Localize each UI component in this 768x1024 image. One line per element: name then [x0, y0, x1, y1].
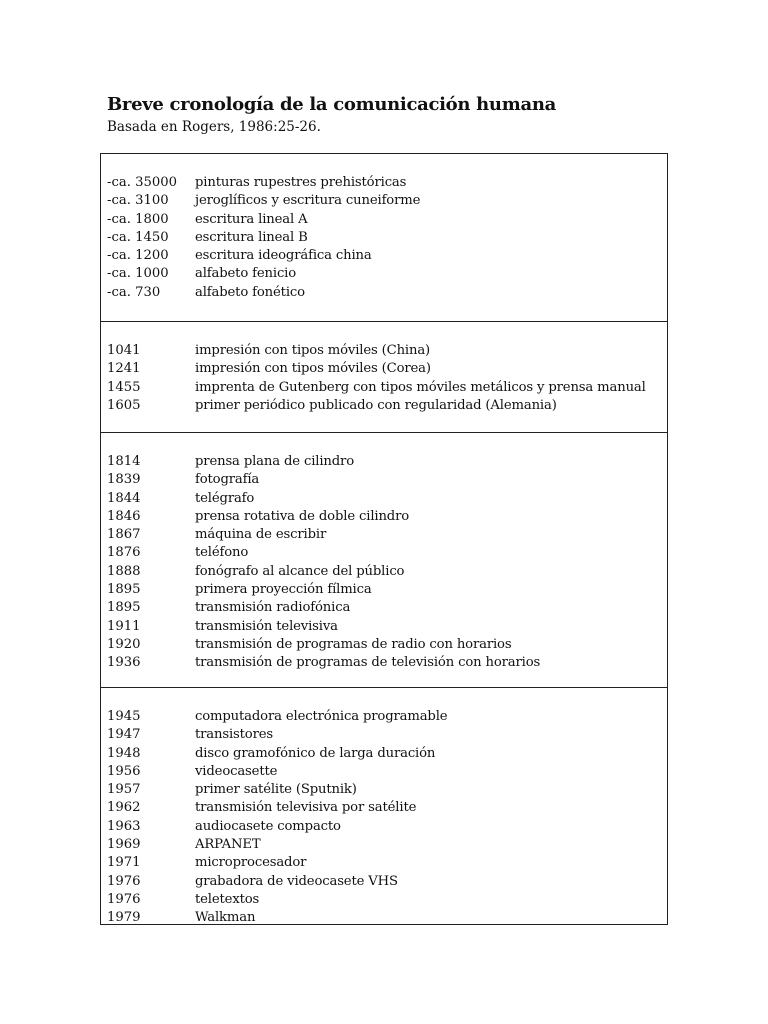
entry-event: primer periódico publicado con regularidad (Alemania)	[195, 397, 557, 413]
entry-event: jeroglíficos y escritura cuneiforme	[195, 193, 421, 209]
entry-event: imprenta de Gutenberg con tipos móviles metálicos y prensa manual	[195, 379, 646, 395]
entry-event: teléfono	[195, 545, 249, 561]
timeline-entries	[101, 708, 667, 928]
entry-event: teletextos	[195, 891, 260, 907]
timeline-entry	[101, 799, 667, 817]
timeline-entry	[101, 873, 667, 891]
entry-event: pinturas rupestres prehistóricas	[195, 175, 407, 190]
entry-event: transmisión de programas de radio con horarios	[195, 636, 512, 652]
entry-event: telégrafo	[195, 490, 255, 506]
timeline-entry	[101, 654, 667, 672]
entry-year: 1969	[107, 837, 141, 853]
entry-year: 1241	[107, 361, 141, 377]
entry-event: transmisión televisiva por satélite	[195, 800, 417, 816]
timeline-entry	[101, 247, 667, 265]
entry-event: transmisión televisiva	[195, 618, 338, 634]
entry-year: -ca. 35000	[107, 175, 178, 190]
entry-year: 1979	[107, 910, 141, 926]
timeline-entry	[101, 284, 667, 302]
timeline-entry	[101, 836, 667, 854]
timeline-entry	[101, 360, 667, 378]
timeline-entry	[101, 599, 667, 617]
entry-event: transmisión de programas de televisión con horarios	[195, 655, 541, 671]
entry-event: alfabeto fenicio	[195, 266, 297, 282]
entry-event: escritura lineal A	[195, 211, 308, 227]
timeline-entries	[101, 453, 667, 673]
timeline-entry	[101, 763, 667, 781]
entry-year: 1846	[107, 508, 141, 524]
timeline-section	[101, 687, 667, 926]
entry-event: microprocesador	[195, 855, 307, 871]
entry-year: -ca. 1200	[107, 248, 169, 264]
timeline-entry	[101, 708, 667, 726]
timeline-entry	[101, 618, 667, 636]
entry-event: primera proyección fílmica	[195, 582, 372, 598]
entry-event: fotografía	[195, 472, 260, 488]
entry-event: alfabeto fonético	[195, 284, 305, 300]
entry-event: máquina de escribir	[195, 527, 327, 543]
entry-year: 1844	[107, 490, 141, 506]
timeline-entry	[101, 891, 667, 909]
timeline-section	[101, 432, 667, 687]
timeline-entry	[101, 745, 667, 763]
timeline-entry	[101, 490, 667, 508]
timeline-table	[100, 153, 668, 925]
entry-year: 1814	[107, 454, 141, 469]
entry-event: audiocasete compacto	[195, 818, 341, 834]
timeline-entry	[101, 453, 667, 471]
timeline-entry	[101, 174, 667, 192]
timeline-entry	[101, 909, 667, 927]
entry-year: 1895	[107, 600, 141, 616]
document-title: Breve cronología de la comunicación humana	[107, 94, 556, 115]
entry-event: escritura lineal B	[195, 229, 308, 245]
entry-event: transmisión radiofónica	[195, 600, 351, 616]
document-subtitle: Basada en Rogers, 1986:25-26.	[107, 119, 321, 135]
entry-event: disco gramofónico de larga duración	[195, 745, 436, 761]
timeline-entry	[101, 265, 667, 283]
timeline-section	[101, 321, 667, 432]
entry-year: -ca. 730	[107, 284, 161, 300]
entry-event: escritura ideográfica china	[195, 248, 372, 264]
timeline-entries	[101, 174, 667, 302]
timeline-entry	[101, 229, 667, 247]
entry-year: 1867	[107, 527, 141, 543]
timeline-entry	[101, 397, 667, 415]
entry-year: -ca. 1000	[107, 266, 169, 282]
entry-year: 1041	[107, 343, 141, 358]
entry-year: -ca. 1800	[107, 211, 169, 227]
entry-year: 1839	[107, 472, 141, 488]
timeline-entry	[101, 854, 667, 872]
timeline-section	[101, 154, 667, 321]
timeline-entry	[101, 526, 667, 544]
timeline-entry	[101, 544, 667, 562]
entry-year: 1971	[107, 855, 141, 871]
entry-event: fonógrafo al alcance del público	[195, 563, 405, 579]
entry-year: -ca. 3100	[107, 193, 169, 209]
timeline-entry	[101, 342, 667, 360]
timeline-entry	[101, 192, 667, 210]
timeline-entries	[101, 342, 667, 415]
entry-year: 1948	[107, 745, 141, 761]
entry-year: 1895	[107, 582, 141, 598]
entry-event: videocasette	[195, 763, 278, 779]
entry-event: ARPANET	[195, 837, 261, 853]
entry-year: 1956	[107, 763, 141, 779]
entry-event: prensa rotativa de doble cilindro	[195, 508, 410, 524]
entry-event: transistores	[195, 727, 274, 743]
timeline-entry	[101, 563, 667, 581]
entry-event: impresión con tipos móviles (Corea)	[195, 361, 431, 377]
entry-event: computadora electrónica programable	[195, 709, 448, 724]
timeline-entry	[101, 581, 667, 599]
timeline-entry	[101, 818, 667, 836]
entry-year: 1957	[107, 782, 141, 798]
timeline-entry	[101, 726, 667, 744]
entry-event: grabadora de videocasete VHS	[195, 873, 398, 889]
entry-year: 1945	[107, 709, 141, 724]
entry-event: impresión con tipos móviles (China)	[195, 343, 431, 358]
entry-year: 1963	[107, 818, 141, 834]
entry-year: 1876	[107, 545, 141, 561]
entry-year: 1962	[107, 800, 141, 816]
entry-year: 1976	[107, 891, 141, 907]
entry-year: 1888	[107, 563, 141, 579]
entry-year: 1936	[107, 655, 141, 671]
timeline-entry	[101, 379, 667, 397]
timeline-entry	[101, 781, 667, 799]
entry-event: prensa plana de cilindro	[195, 454, 354, 469]
timeline-entry	[101, 211, 667, 229]
entry-year: 1920	[107, 636, 141, 652]
entry-event: primer satélite (Sputnik)	[195, 782, 357, 798]
entry-year: -ca. 1450	[107, 229, 169, 245]
entry-year: 1976	[107, 873, 141, 889]
timeline-entry	[101, 471, 667, 489]
entry-year: 1911	[107, 618, 141, 634]
timeline-entry	[101, 636, 667, 654]
entry-year: 1947	[107, 727, 141, 743]
timeline-entry	[101, 508, 667, 526]
entry-year: 1455	[107, 379, 141, 395]
entry-year: 1605	[107, 397, 141, 413]
entry-event: Walkman	[195, 910, 256, 926]
